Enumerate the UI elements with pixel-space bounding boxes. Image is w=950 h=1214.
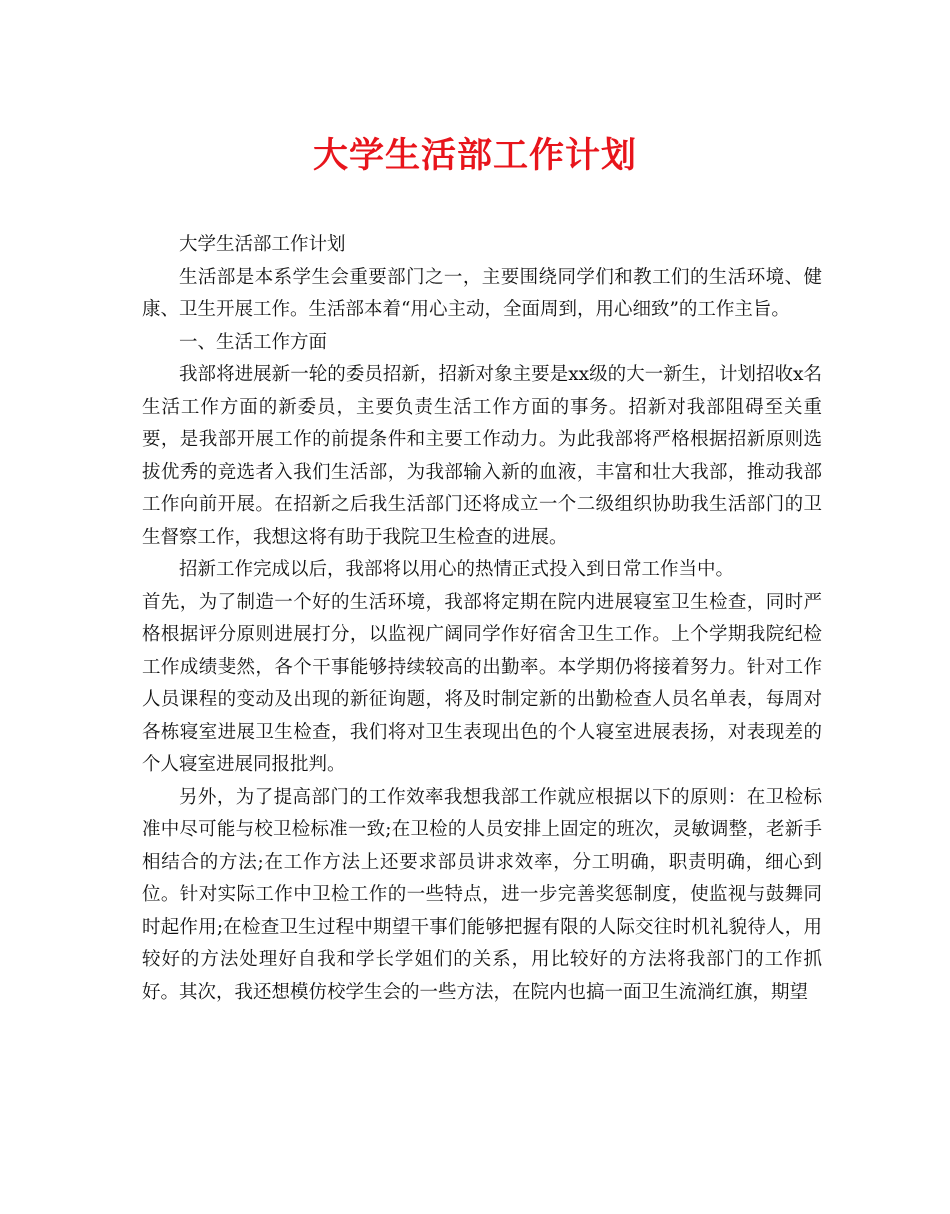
paragraph-after-recruitment: 招新工作完成以后，我部将以用心的热情正式投入到日常工作当中。 [179,559,735,580]
paragraph-recruitment: 我部将进展新一轮的委员招新，招新对象主要是xx级的大一新生，计划招收x名生活工作方面的新委员，主要负责生活工作方面的事务。招新对我部阻碍至关重要，是我部开展工作的前提条件和主要工作动力。为此我部将严格根据招新原则选拔优秀的竞选者入我们生活部，为我部输入新的血液，丰富和壮大我部，推动我部工作向前开展。在招新之后我生活部门还将成立一个二级组织协助我生活部门的卫生督察工作，我想这将有助于我院卫生检查的进展。 [142,364,822,548]
paragraph-first: 首先，为了制造一个好的生活环境，我部将定期在院内进展寝室卫生检查，同时严格根据评分原则进展打分，以监视广阔同学作好宿舍卫生工作。上个学期我院纪检工作成绩斐然，各个干事能够持续较高的出勤率。本学期仍将接着努力。针对工作人员课程的变动及出现的新征询题，将及时制定新的出勤检查人员名单表，每周对各栋寝室进展卫生检查，我们将对卫生表现出色的个人寝室进展表扬，对表现差的个人寝室进展同报批判。 [142,591,822,775]
document-body [142,229,822,1009]
document-title: 大学生活部工作计划 [312,135,637,176]
paragraph-moreover: 另外，为了提高部门的工作效率我想我部工作就应根据以下的原则：在卫检标准中尽可能与校卫检标准一致;在卫检的人员安排上固定的班次，灵敏调整，老新手相结合的方法;在工作方法上还要求部员讲求效率，分工明确，职责明确，细心到位。针对实际工作中卫检工作的一些特点，进一步完善奖惩制度，使监视与鼓舞同时起作用;在检查卫生过程中期望干事们能够把握有限的人际交往时机礼貌待人，用较好的方法处理好自我和学长学姐们的关系，用比较好的方法将我部门的工作抓好。其次，我还想模仿校学生会的一些方法，在院内也搞一面卫生流淌红旗，期望 [142,786,822,1003]
section-heading-life-work: 一、生活工作方面 [179,331,328,353]
paragraph-heading: 大学生活部工作计划 [179,234,346,255]
paragraph-intro: 生活部是本系学生会重要部门之一，主要围绕同学们和教工们的生活环境、健康、卫生开展工作。生活部本着“用心主动，全面周到，用心细致”的工作主旨。 [142,266,822,320]
